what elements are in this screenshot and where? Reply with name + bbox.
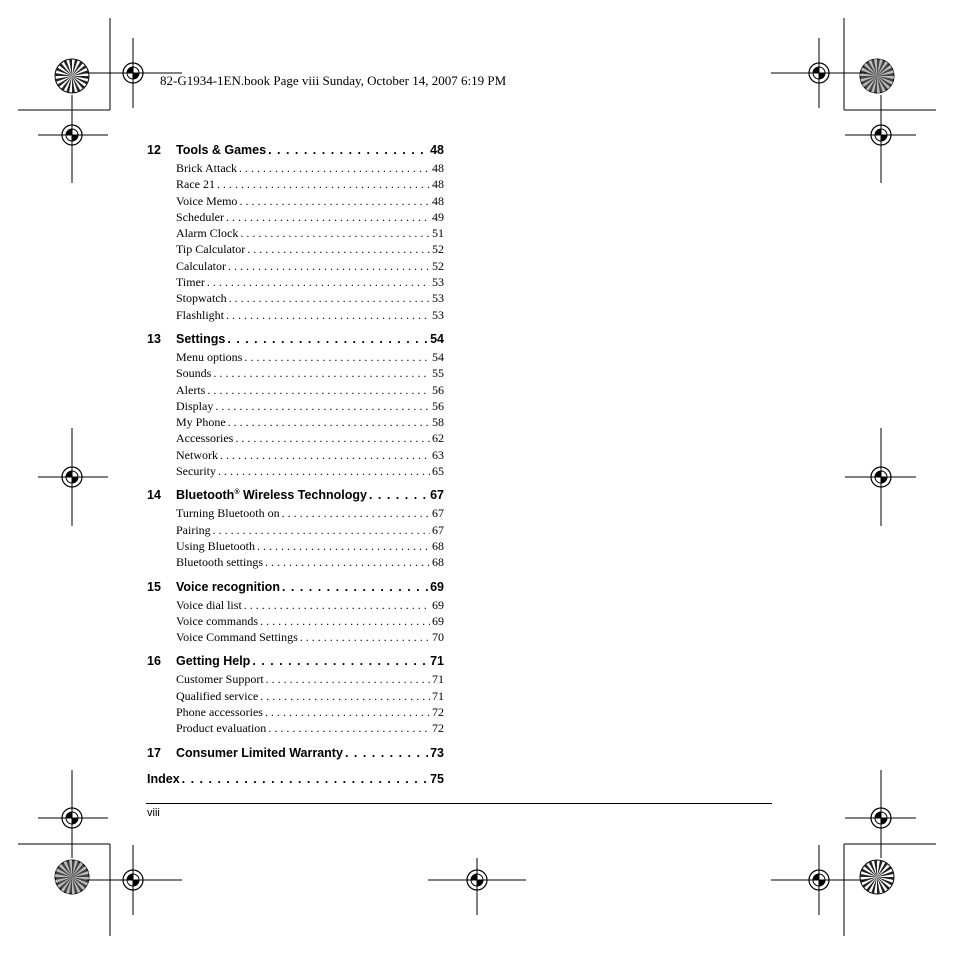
entry-title: Turning Bluetooth on xyxy=(176,506,280,521)
dot-leader xyxy=(213,366,430,381)
dot-leader xyxy=(239,194,430,209)
entry-title: Voice Command Settings xyxy=(176,630,298,645)
entry-title: Network xyxy=(176,447,218,462)
entry-title: Voice commands xyxy=(176,613,259,628)
toc-entry xyxy=(147,705,444,721)
entry-title: Phone accessories xyxy=(176,705,263,720)
toc-entry xyxy=(147,177,444,193)
entry-page-number: 67 xyxy=(432,522,444,537)
entry-page-number: 56 xyxy=(432,398,444,413)
dot-leader xyxy=(257,539,430,554)
toc-entry xyxy=(147,598,444,614)
chapter-title xyxy=(176,580,280,594)
dot-leader xyxy=(244,350,430,365)
dot-leader xyxy=(282,580,428,594)
dot-leader xyxy=(265,705,430,720)
toc-entry xyxy=(147,464,444,480)
dot-leader xyxy=(268,143,428,157)
dot-leader xyxy=(235,431,430,446)
entry-title: Qualified service xyxy=(176,688,259,703)
chapter-title-text: Voice recognition xyxy=(176,579,280,594)
entry-page-number: 68 xyxy=(432,538,444,553)
entry-title: Customer Support xyxy=(176,672,264,687)
footer-rule xyxy=(146,803,772,804)
entry-title: My Phone xyxy=(176,415,226,430)
dot-leader xyxy=(240,226,430,241)
chapter-number: 13 xyxy=(147,331,161,346)
toc-entry xyxy=(147,291,444,307)
chapter-title-text: Consumer Limited Warranty xyxy=(176,745,343,760)
dot-leader xyxy=(266,672,430,687)
dot-leader xyxy=(239,161,430,176)
entry-title: Timer xyxy=(176,275,205,290)
entry-page-number: 52 xyxy=(432,258,444,273)
registered-mark: ® xyxy=(234,489,240,497)
chapter-title-text: Bluetooth xyxy=(176,488,235,503)
entry-page-number: 48 xyxy=(432,161,444,175)
toc-entry xyxy=(147,506,444,522)
entry-page-number: 53 xyxy=(432,307,444,322)
chapter-heading xyxy=(147,654,444,672)
dot-leader xyxy=(282,506,430,521)
entry-title: Brick Attack xyxy=(176,161,237,175)
starburst-registration-icon xyxy=(860,860,894,894)
chapter-title-text: Settings xyxy=(176,331,226,346)
dot-leader xyxy=(215,399,430,414)
chapter-page-number: 69 xyxy=(430,579,444,594)
chapter-title xyxy=(176,143,266,157)
toc-entry xyxy=(147,259,444,275)
toc-entry xyxy=(147,366,444,382)
chapter-heading xyxy=(147,746,444,764)
toc-entry xyxy=(147,383,444,399)
toc-entry xyxy=(147,721,444,737)
entry-page-number: 72 xyxy=(432,721,444,736)
toc-entry xyxy=(147,210,444,226)
toc-entry xyxy=(147,555,444,571)
index-heading xyxy=(147,772,444,790)
chapter-number: 14 xyxy=(147,488,161,503)
dot-leader xyxy=(265,555,430,570)
toc-entry xyxy=(147,226,444,242)
entry-page-number: 52 xyxy=(432,242,444,257)
toc-entry xyxy=(147,630,444,646)
entry-title: Voice Memo xyxy=(176,193,238,208)
entry-title: Stopwatch xyxy=(176,291,227,306)
chapter-number: 16 xyxy=(147,654,161,669)
dot-leader xyxy=(369,488,428,502)
chapter-page-number: 71 xyxy=(430,654,444,669)
toc-entry xyxy=(147,672,444,688)
toc-entry xyxy=(147,539,444,555)
entry-title: Bluetooth settings xyxy=(176,555,263,570)
dot-leader xyxy=(207,275,430,290)
chapter-title xyxy=(176,654,250,668)
entry-page-number: 65 xyxy=(432,464,444,479)
toc-entry xyxy=(147,431,444,447)
chapter-page-number: 54 xyxy=(430,331,444,346)
toc-entry xyxy=(147,350,444,366)
chapter-heading xyxy=(147,580,444,598)
dot-leader xyxy=(229,291,430,306)
chapter-page-number: 73 xyxy=(430,745,444,760)
entry-page-number: 55 xyxy=(432,366,444,381)
table-of-contents xyxy=(147,143,444,790)
entry-title: Flashlight xyxy=(176,307,225,322)
entry-page-number: 63 xyxy=(432,447,444,462)
entry-title: Scheduler xyxy=(176,209,224,224)
toc-entry xyxy=(147,523,444,539)
dot-leader xyxy=(300,630,430,645)
entry-page-number: 68 xyxy=(432,555,444,570)
chapter-title xyxy=(176,332,225,346)
dot-leader xyxy=(260,689,430,704)
entry-title: Sounds xyxy=(176,366,212,381)
print-slug-header: 82-G1934-1EN.book Page viii Sunday, October 14, 2007 6:19 PM xyxy=(160,73,507,88)
starburst-registration-icon xyxy=(860,59,894,93)
entry-title: Display xyxy=(176,398,214,413)
entry-page-number: 72 xyxy=(432,705,444,720)
entry-page-number: 48 xyxy=(432,177,444,192)
entry-page-number: 48 xyxy=(432,193,444,208)
entry-page-number: 54 xyxy=(432,349,444,364)
toc-entry xyxy=(147,614,444,630)
entry-title: Race 21 xyxy=(176,177,215,192)
toc-entry xyxy=(147,161,444,177)
chapter-number: 12 xyxy=(147,143,161,157)
entry-page-number: 49 xyxy=(432,209,444,224)
entry-page-number: 53 xyxy=(432,275,444,290)
chapter-page-number: 48 xyxy=(430,143,444,157)
entry-title: Tip Calculator xyxy=(176,242,246,257)
entry-title: Security xyxy=(176,464,216,479)
toc-entry xyxy=(147,308,444,324)
dot-leader xyxy=(182,772,428,786)
chapter-title xyxy=(176,746,343,760)
entry-title: Alarm Clock xyxy=(176,226,239,241)
dot-leader xyxy=(227,332,428,346)
chapter-title-text: Getting Help xyxy=(176,654,251,669)
entry-title: Product evaluation xyxy=(176,721,267,736)
dot-leader xyxy=(217,177,430,192)
toc-entry xyxy=(147,399,444,415)
dot-leader xyxy=(244,598,430,613)
chapter-title-text: Tools & Games xyxy=(176,143,267,157)
toc-entry xyxy=(147,194,444,210)
entry-page-number: 53 xyxy=(432,291,444,306)
chapter-heading xyxy=(147,332,444,350)
entry-page-number: 58 xyxy=(432,415,444,430)
entry-title: Accessories xyxy=(176,431,234,446)
entry-title: Voice dial list xyxy=(176,597,242,612)
starburst-registration-icon xyxy=(55,860,89,894)
dot-leader xyxy=(228,259,430,274)
dot-leader xyxy=(345,746,428,760)
chapter-page-number: 67 xyxy=(430,488,444,503)
entry-page-number: 51 xyxy=(432,226,444,241)
toc-entry xyxy=(147,689,444,705)
chapter-title-rest: Wireless Technology xyxy=(239,488,367,503)
dot-leader xyxy=(260,614,430,629)
dot-leader xyxy=(226,308,430,323)
dot-leader xyxy=(268,721,430,736)
dot-leader xyxy=(207,383,430,398)
chapter-number: 15 xyxy=(147,579,161,594)
entry-title: Calculator xyxy=(176,258,226,273)
chapter-number: 17 xyxy=(147,745,161,760)
entry-page-number: 56 xyxy=(432,382,444,397)
entry-page-number: 71 xyxy=(432,672,444,687)
chapter-title xyxy=(176,488,367,502)
entry-page-number: 69 xyxy=(432,613,444,628)
toc-entry xyxy=(147,242,444,258)
chapter-heading xyxy=(147,488,444,506)
dot-leader xyxy=(252,654,428,668)
dot-leader xyxy=(218,464,430,479)
dot-leader xyxy=(226,210,430,225)
entry-title: Menu options xyxy=(176,349,243,364)
dot-leader xyxy=(213,523,430,538)
toc-entry xyxy=(147,448,444,464)
entry-title: Alerts xyxy=(176,382,206,397)
entry-title: Pairing xyxy=(176,522,211,537)
dot-leader xyxy=(228,415,430,430)
entry-page-number: 70 xyxy=(432,630,444,645)
dot-leader xyxy=(220,448,430,463)
entry-page-number: 71 xyxy=(432,688,444,703)
entry-page-number: 62 xyxy=(432,431,444,446)
starburst-registration-icon xyxy=(55,59,89,93)
page-folio: viii xyxy=(147,807,160,819)
index-page-number: 75 xyxy=(430,771,444,786)
index-title: Index xyxy=(147,771,180,786)
entry-title: Using Bluetooth xyxy=(176,538,256,553)
toc-entry xyxy=(147,415,444,431)
dot-leader xyxy=(247,242,430,257)
entry-page-number: 69 xyxy=(432,597,444,612)
toc-entry xyxy=(147,275,444,291)
chapter-heading xyxy=(147,143,444,161)
entry-page-number: 67 xyxy=(432,506,444,521)
